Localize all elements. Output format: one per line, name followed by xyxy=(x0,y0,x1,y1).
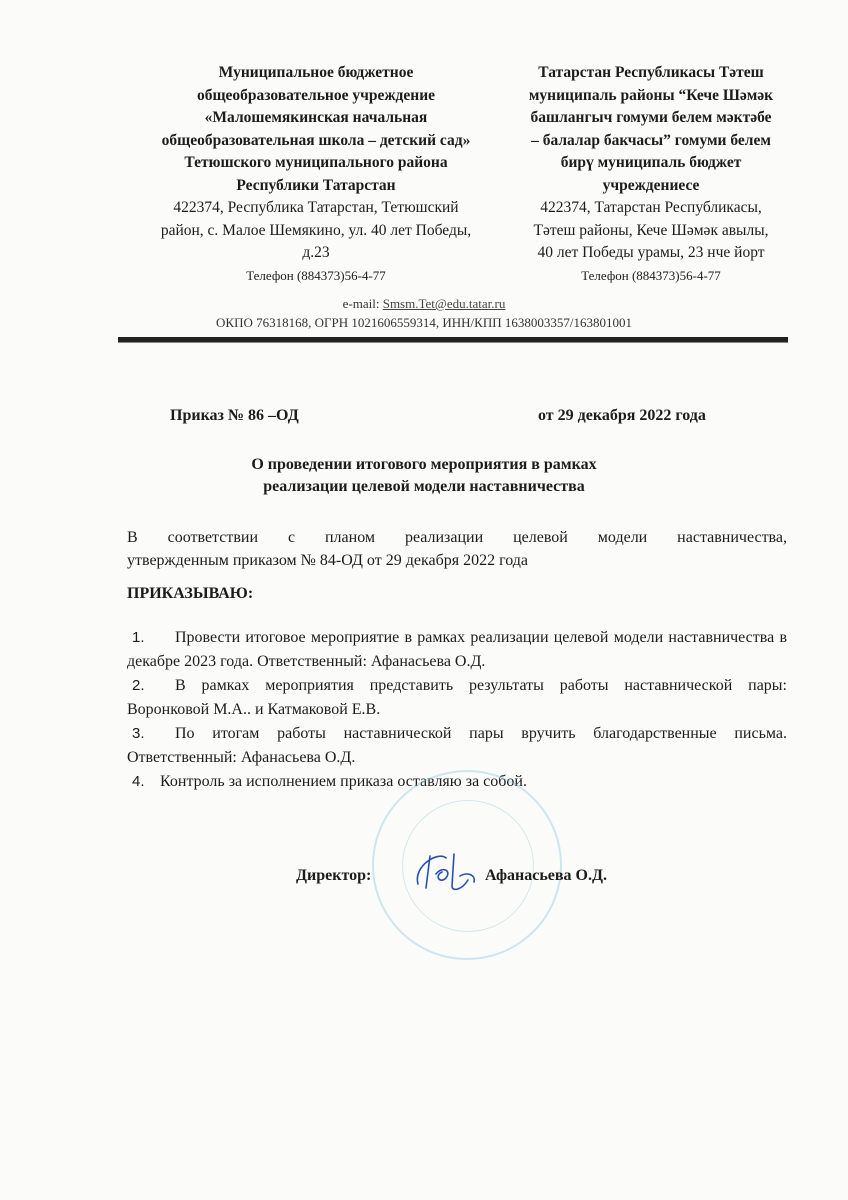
intro-paragraph xyxy=(127,526,787,572)
order-title xyxy=(0,454,848,498)
header-divider xyxy=(118,337,788,343)
title-line: реализации целевой модели наставничества xyxy=(263,478,585,495)
org-name-line: Тетюшского муниципального района xyxy=(184,154,448,171)
phone: Телефон (884373)56-4-77 xyxy=(581,267,721,283)
email-link[interactable]: Smsm.Tet@edu.tatar.ru xyxy=(382,296,506,311)
address-line: 40 лет Победы урамы, 23 нче йорт xyxy=(537,244,765,261)
item-text: В рамках мероприятия представить результаты работы наставнической пары: Воронковой М.А.. и Катмаковой Е.В. xyxy=(127,677,787,718)
list-item xyxy=(127,626,787,674)
address-line: д.23 xyxy=(302,244,330,261)
registration-codes: ОКПО 76318168, ОГРН 1021606559314, ИНН/КПП 1638003357/163801001 xyxy=(216,315,632,330)
email-line xyxy=(0,296,848,312)
item-text: Провести итоговое мероприятие в рамках реализации целевой модели наставничества в декабре 2023 года. Ответственный: Афанасьева О.Д. xyxy=(127,629,787,670)
org-name-line: «Малошемякинская начальная xyxy=(204,109,428,126)
org-name-line: муниципаль районы “Кече Шәмәк xyxy=(528,86,774,104)
item-number: 2. xyxy=(132,677,145,694)
org-name-line: общеобразовательное учреждение xyxy=(196,86,436,104)
org-name-line: учреждениесе xyxy=(602,176,700,194)
item-text: По итогам работы наставнической пары вручить благодарственные письма. Ответственный: Афанасьева О.Д. xyxy=(127,725,787,766)
address-line: Тәтеш районы, Кече Шәмәк авылы, xyxy=(533,221,769,239)
address-line: 422374, Республика Татарстан, Тетюшский xyxy=(173,199,459,216)
header-right-tatar xyxy=(512,62,790,287)
intro-line: В соответствии с планом реализации целевой модели наставничества, xyxy=(127,529,787,546)
org-name-line: – балалар бакчасы” гомуми белем xyxy=(531,131,771,149)
org-name-line: Республики Татарстан xyxy=(236,176,396,194)
title-line: О проведении итогового мероприятия в рамках xyxy=(251,456,597,473)
order-items xyxy=(127,626,787,794)
address-line: 422374, Татарстан Республикасы, xyxy=(540,199,762,216)
item-number: 3. xyxy=(132,725,145,742)
order-date: от 29 декабря 2022 года xyxy=(538,407,706,424)
order-number: Приказ № 86 –ОД xyxy=(170,407,299,424)
handwritten-signature xyxy=(408,846,484,896)
director-name: Афанасьева О.Д. xyxy=(485,867,607,884)
org-name-line: бирү муниципаль бюджет xyxy=(560,154,742,171)
item-number: 4. xyxy=(132,773,145,790)
intro-line: утвержденным приказом № 84-ОД от 29 декабря 2022 года xyxy=(127,552,529,569)
list-item xyxy=(127,722,787,770)
org-name-line: общеобразовательная школа – детский сад» xyxy=(161,131,471,149)
header-left-russian xyxy=(140,62,492,287)
address-line: район, с. Малое Шемякино, ул. 40 лет Победы, xyxy=(160,221,472,239)
item-text: Контроль за исполнением приказа оставляю за собой. xyxy=(160,773,527,790)
org-name-line: Муниципальное бюджетное xyxy=(218,64,414,81)
phone: Телефон (884373)56-4-77 xyxy=(246,267,386,283)
signature-block xyxy=(296,867,371,885)
email-label: e-mail: xyxy=(342,296,383,311)
org-name-line: Татарстан Республикасы Тәтеш xyxy=(538,64,764,81)
list-item xyxy=(127,674,787,722)
order-directive: ПРИКАЗЫВАЮ: xyxy=(127,585,254,602)
org-name-line: башлангыч гомуми белем мәктәбе xyxy=(530,109,772,126)
director-label: Директор: xyxy=(296,867,372,884)
item-number: 1. xyxy=(132,629,145,646)
